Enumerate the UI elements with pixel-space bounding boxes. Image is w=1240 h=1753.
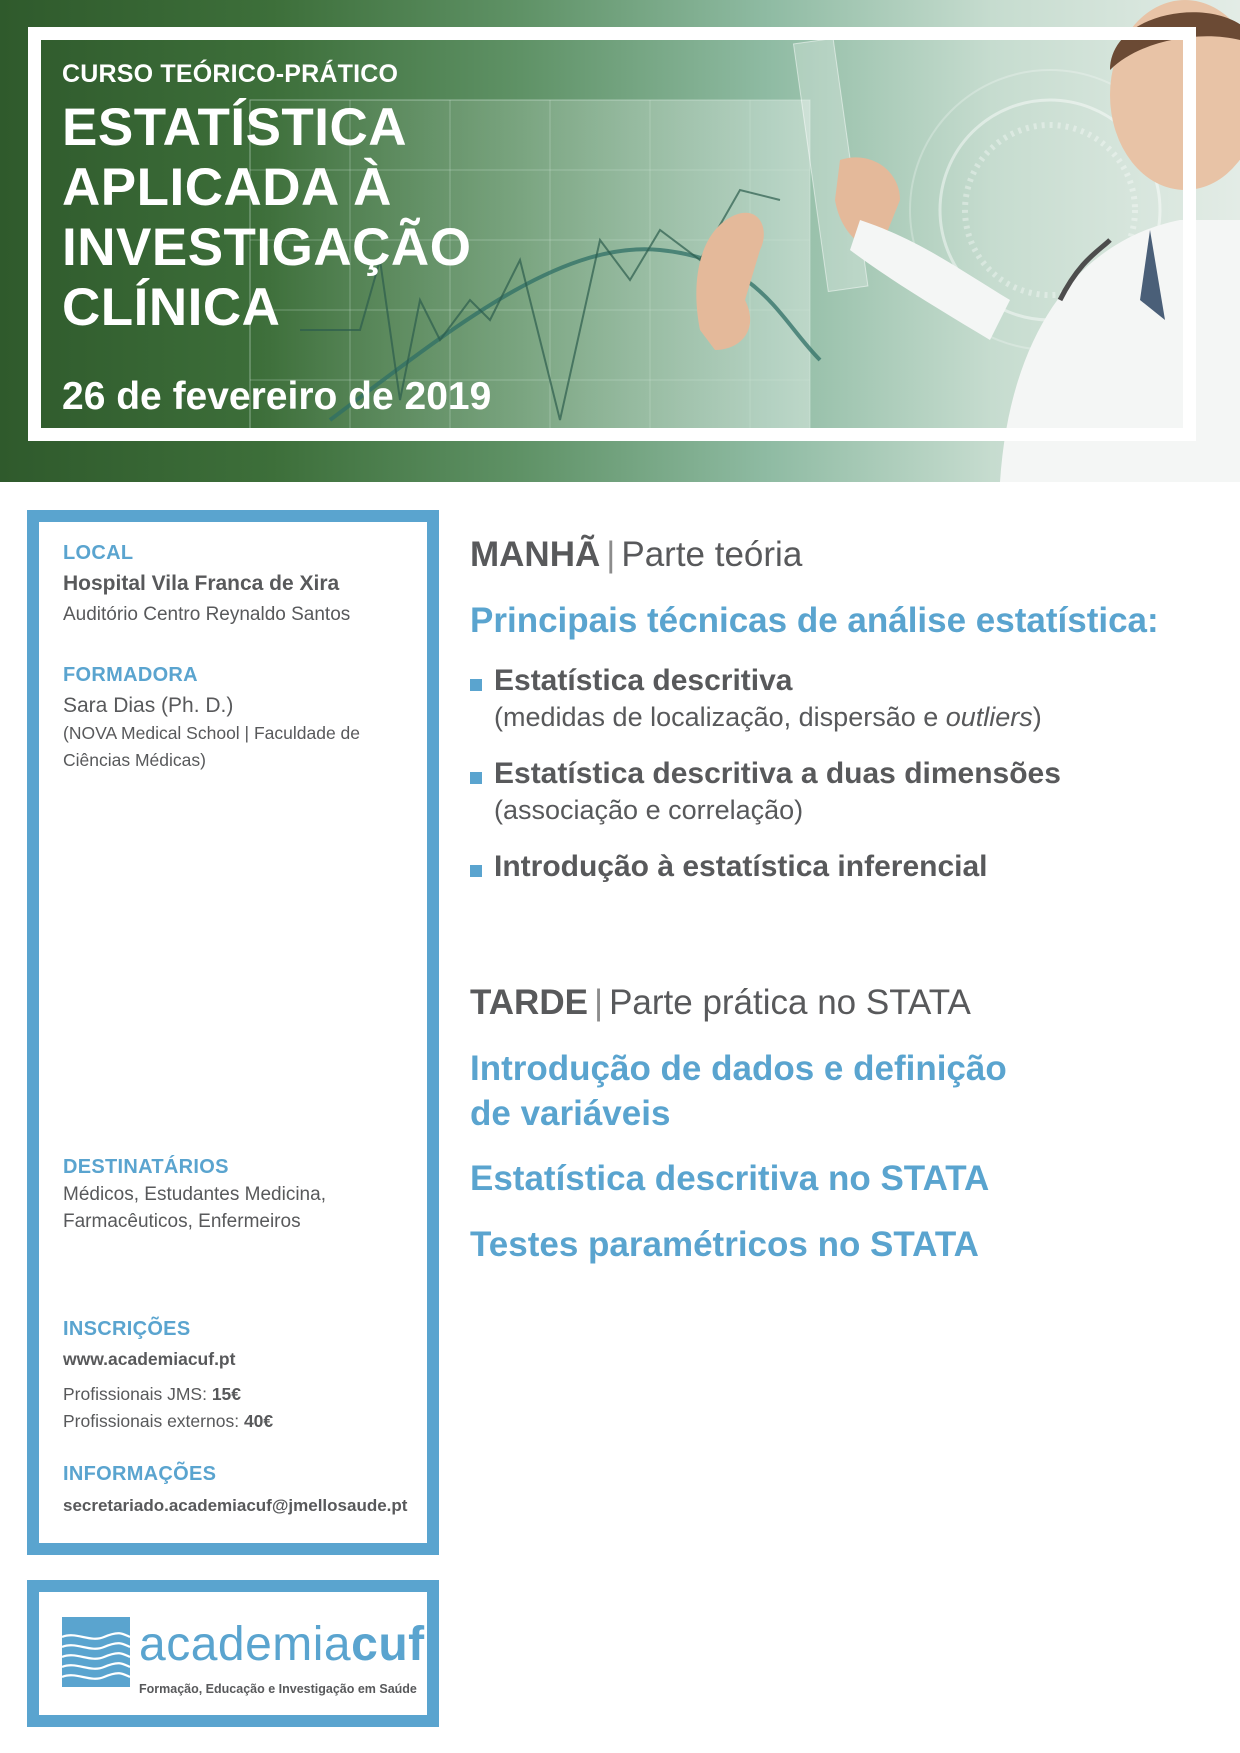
morning-item-3-title: Introdução à estatística inferencial [494,850,988,883]
afternoon-topic-3: Testes paramétricos no STATA [470,1225,979,1264]
price-jms-label: Profissionais JMS: [63,1384,207,1404]
morning-item-1-detail-suffix: ) [1032,702,1042,732]
brand-name [139,1617,425,1672]
brand-name-light: academia [139,1618,352,1671]
price-jms-value: 15€ [211,1384,242,1404]
registration-website[interactable]: www.academiacuf.pt [63,1349,236,1369]
price-jms [63,1381,241,1408]
bullet-icon [470,772,482,784]
morning-item-1-detail-italic: outliers [945,702,1033,732]
brand-tagline: Formação, Educação e Investigação em Saúde [139,1682,417,1696]
venue-name: Hospital Vila Franca de Xira [63,572,340,595]
afternoon-label: TARDE [470,983,588,1022]
afternoon-topic-2: Estatística descritiva no STATA [470,1159,990,1198]
morning-item-2-detail: (associação e correlação) [494,795,804,825]
course-title-line-3: INVESTIGAÇÃO [62,218,472,277]
afternoon-subtitle: Parte prática no STATA [609,983,971,1022]
trainer-affiliation-1: (NOVA Medical School | Faculdade de [63,723,361,743]
morning-subtitle: Parte teória [621,535,803,574]
course-type: CURSO TEÓRICO-PRÁTICO [62,60,399,88]
trainer-affiliation-2: Ciências Médicas) [63,750,206,770]
trainer-name: Sara Dias [63,694,156,717]
local-heading: LOCAL [63,542,134,564]
morning-item-2-title: Estatística descritiva a duas dimensões [494,757,1061,790]
course-title-line-4: CLÍNICA [62,278,281,337]
afternoon-topic-1b: de variáveis [470,1094,671,1133]
afternoon-heading [470,983,971,1023]
morning-heading [470,535,802,575]
morning-label: MANHÃ [470,535,601,574]
afternoon-topic-1a: Introdução de dados e definição [470,1049,1007,1088]
bullet-icon [470,865,482,877]
audience-line-2: Farmacêuticos, Enfermeiros [63,1211,301,1232]
price-external-value: 40€ [243,1411,274,1431]
contact-email[interactable]: secretariado.academiacuf@jmellosaude.pt [63,1496,408,1515]
morning-item-1-detail [494,702,1042,733]
contact-heading: INFORMAÇÕES [63,1463,217,1485]
trainer-line [63,694,233,718]
morning-separator: | [606,535,616,574]
trainer-heading: FORMADORA [63,664,198,686]
course-title-line-1: ESTATÍSTICA [62,98,408,157]
venue-room: Auditório Centro Reynaldo Santos [63,604,351,625]
price-external-label: Profissionais externos: [63,1411,240,1431]
course-title-line-2: APLICADA À [62,158,392,217]
price-external [63,1408,273,1435]
brand-name-bold: cuf [351,1618,425,1671]
registration-heading: INSCRIÇÕES [63,1318,191,1340]
morning-topic: Principais técnicas de análise estatística: [470,601,1159,640]
trainer-degree: (Ph. D.) [161,694,234,717]
audience-line-1: Médicos, Estudantes Medicina, [63,1184,326,1205]
bullet-icon [470,679,482,691]
afternoon-separator: | [593,983,604,1022]
morning-item-1-detail-prefix: (medidas de localização, dispersão e [494,702,946,732]
waves-logo-icon [62,1617,130,1687]
course-date: 26 de fevereiro de 2019 [62,375,492,418]
hero-banner [0,0,1240,482]
audience-heading: DESTINATÁRIOS [63,1156,229,1178]
morning-item-1-title: Estatística descritiva [494,664,793,697]
